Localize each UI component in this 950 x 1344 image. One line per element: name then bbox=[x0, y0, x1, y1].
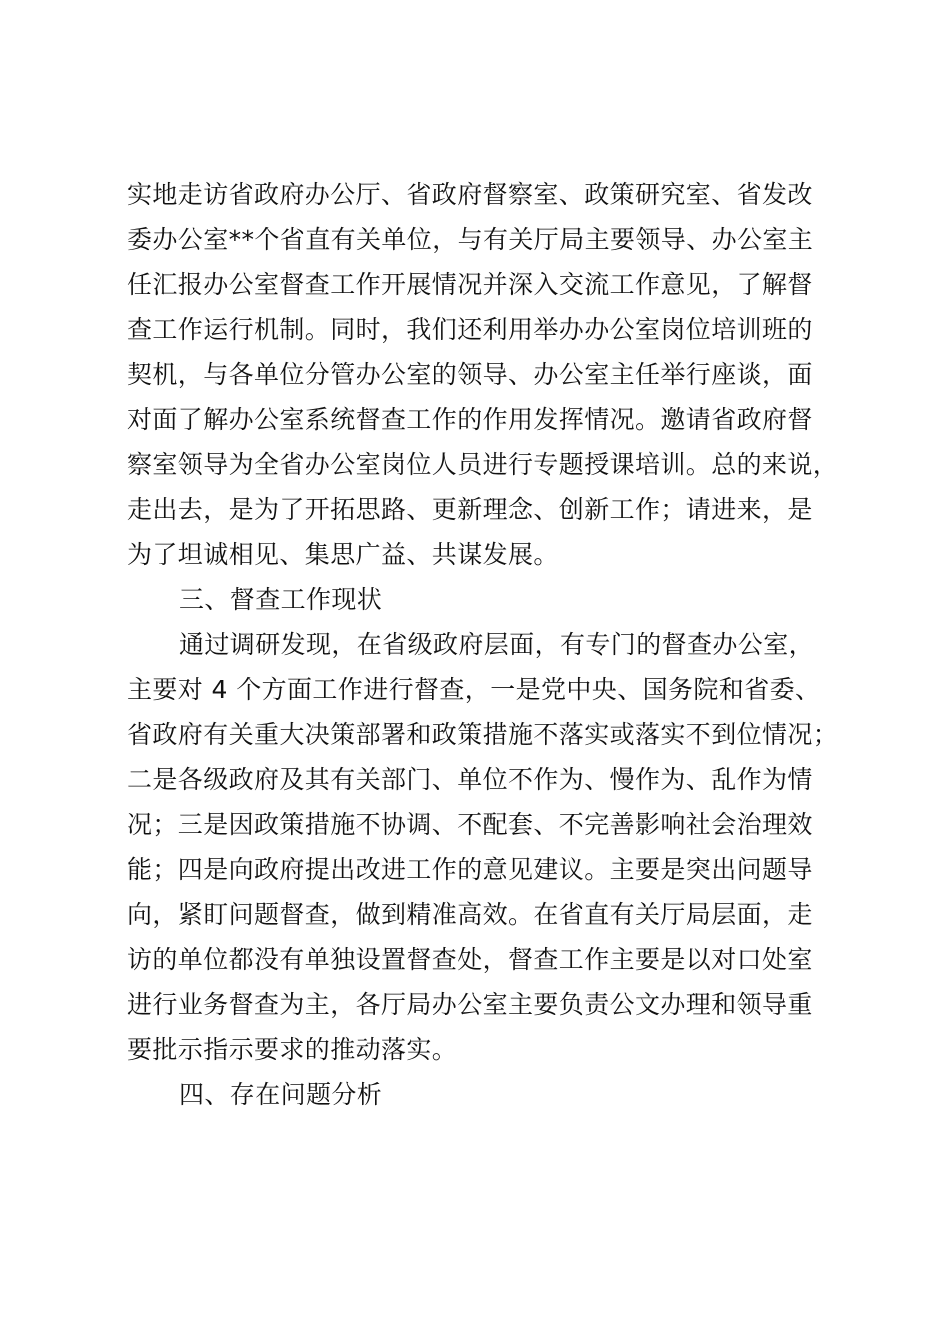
text-line: 委办公室**个省直有关单位，与有关厅局主要领导、办公室主 bbox=[127, 225, 814, 254]
text-line: 查工作运行机制。同时，我们还利用举办办公室岗位培训班的 bbox=[127, 315, 813, 344]
text-line: 访的单位都没有单独设置督查处，督查工作主要是以对口处室 bbox=[127, 945, 813, 974]
text-line: 二是各级政府及其有关部门、单位不作为、慢作为、乱作为情 bbox=[127, 765, 813, 794]
text-line: 主要对 4 个方面工作进行督查，一是党中央、国务院和省委、 bbox=[127, 675, 821, 704]
text-line: 任汇报办公室督查工作开展情况并深入交流工作意见，了解督 bbox=[127, 270, 813, 299]
text-line: 察室领导为全省办公室岗位人员进行专题授课培训。总的来说， bbox=[127, 450, 839, 479]
paragraph-fieldwork bbox=[127, 172, 839, 577]
text-line: 契机，与各单位分管办公室的领导、办公室主任举行座谈，面 bbox=[127, 360, 813, 389]
text-line: 为了坦诚相见、集思广益、共谋发展。 bbox=[127, 540, 559, 569]
text-line: 况；三是因政策措施不协调、不配套、不完善影响社会治理效 bbox=[127, 810, 813, 839]
text-line: 走出去，是为了开拓思路、更新理念、创新工作；请进来，是 bbox=[127, 495, 813, 524]
text-line: 要批示指示要求的推动落实。 bbox=[127, 1035, 458, 1064]
text-line: 省政府有关重大决策部署和政策措施不落实或落实不到位情况； bbox=[127, 720, 839, 749]
document-body bbox=[127, 172, 839, 1117]
text-line: 实地走访省政府办公厅、省政府督察室、政策研究室、省发改 bbox=[127, 180, 813, 209]
text-line: 对面了解办公室系统督查工作的作用发挥情况。邀请省政府督 bbox=[127, 405, 813, 434]
paragraph-current-status bbox=[127, 622, 839, 1072]
text-line: 进行业务督查为主，各厅局办公室主要负责公文办理和领导重 bbox=[127, 990, 813, 1019]
text-line: 通过调研发现，在省级政府层面，有专门的督查办公室， bbox=[179, 630, 815, 659]
text-line: 能；四是向政府提出改进工作的意见建议。主要是突出问题导 bbox=[127, 855, 813, 884]
section-heading-current-status: 三、督查工作现状 bbox=[179, 585, 383, 614]
text-line: 向，紧盯问题督查，做到精准高效。在省直有关厅局层面，走 bbox=[127, 900, 813, 929]
section-heading-problem-analysis: 四、存在问题分析 bbox=[179, 1080, 383, 1109]
